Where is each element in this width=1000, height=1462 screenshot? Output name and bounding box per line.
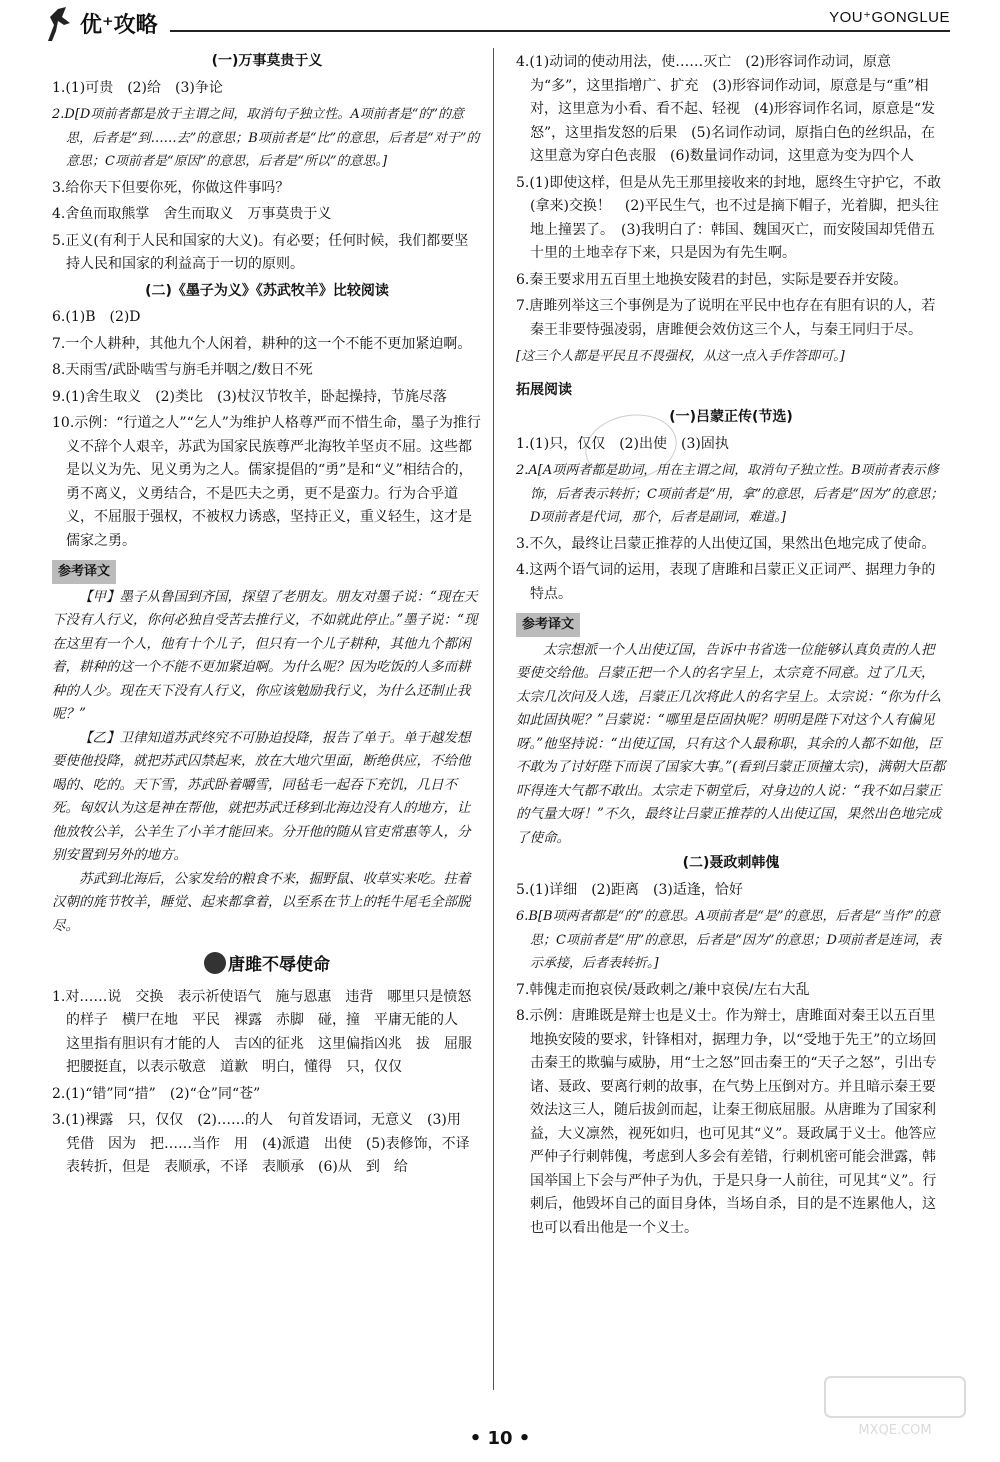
lesson-number-badge: [204, 952, 226, 974]
translation-paragraph: 【乙】卫律知道苏武终究不可胁迫投降，报告了单于。单于越发想要使他投降，就把苏武囚禁起来，放在大地穴里面，断绝供应，不给他喝的、吃的。天下雪，苏武卧着嚼雪，同毡毛一起吞下充饥，几日不死。匈奴认为这是神在帮他，就把苏武迁移到北海边没有人的地方，让他放牧公羊，公羊生了小羊才能回来。分开他的随从官吏常惠等人，分别安置到另外的地方。: [52, 729, 471, 863]
answer-item: 2.D[D项前者都是放于主谓之间，取消句子独立性。A项前者是“的”的意思，后者是“到……去”的意思；B项前者是“比”的意思，后者是“对于”的意思；C项前者是“原因”的意思，后者是“所以”的意思。]: [52, 107, 480, 169]
translation-paragraph: 苏武到北海后，公家发给的粮食不来，掘野鼠、收草实来吃。拄着汉朝的旄节牧羊，睡觉、起来都拿着，以至系在节上的牦牛尾毛全部脱尽。: [52, 870, 471, 934]
left-column: [52, 48, 486, 1183]
section-title: (一)万事莫贵于义: [211, 53, 323, 69]
brand-logo: [40, 2, 158, 44]
answer-item: 8.示例：唐雎既是辩士也是义士。作为辩士，唐雎面对秦王以五百里地换安陵的要求，针锋相对，据理力争，以“受地于先王”的立场回击秦王的欺骗与威胁，用“士之怒”回击秦王的“天子之怒”，引出专诸、聂政、要离行刺的故事，在气势上压倒对方。并且暗示秦王要效法这三人，随后拔剑而起，让秦王彻底屈服。从唐雎为了国家利益，大义凛然，视死如归，也可见其“义”。聂政属于义士。他答应严仲子行刺韩傀，考虑到人多会有差错，行刺机密可能会泄露，韩国举国上下会与严仲子为仇，于是只身一人前往，可见其“义”。行刺后，他毁坏自己的面目身体，当场自杀，目的是不连累他人，这也可以看出他是一个义士。: [516, 1008, 937, 1236]
reference-translation-tag: 参考译文: [52, 560, 116, 584]
page-header: [0, 0, 1000, 46]
column-divider: [493, 48, 494, 1390]
extended-reading-title: 拓展阅读: [516, 381, 572, 398]
watermark-text: MXQE.COM: [858, 1423, 932, 1438]
answer-item: 10.示例：“行道之人”“乞人”为维护人格尊严而不惜生命，墨子为推行义不辞个人艰辛，苏武为国家民族尊严北海牧羊坚贞不屈。这些都是以义为先、见义勇为之人。儒家提倡的“勇”是和“义”相结合的，勇不离义，义勇结合，不是匹夫之勇，更不是蛮力。行为合乎道义，不屈服于强权，不被权力诱惑，坚持正义，重义轻生，这才是儒家之勇。: [52, 415, 481, 549]
section-1-answers: [52, 77, 482, 277]
extended-1-answers: [516, 433, 946, 607]
section-title: (二)《墨子为义》《苏武牧羊》比较阅读: [145, 282, 389, 299]
answer-item: 1.对……说 交换 表示祈使语气 施与恩惠 违背 哪里只是愤怒的样子 横尸在地 平民 裸露 赤脚 碰，撞 平庸无能的人 这里指有胆识有才能的人 吉凶的征兆 这里偏指凶兆 拔 屈服 把腰挺直，以表示敬意 道歉 明白，懂得 只，仅仅: [52, 988, 486, 1075]
watermark-icon: [820, 1372, 970, 1442]
answer-item: 2.A[A项两者都是助词，用在主谓之间，取消句子独立性。B项前者表示修饰，后者表示转折；C项前者是“用，拿”的意思，后者是“因为”的意思；D项前者是代词，那个，后者是副词，难道。]: [516, 463, 944, 525]
watermark-logo: [820, 1372, 970, 1442]
section-title: (一)吕蒙正传(节选): [669, 409, 793, 425]
lesson-answers: [52, 986, 486, 1180]
answer-item: 6.秦王要求用五百里土地换安陵君的封邑，实际是要吞并安陵。: [516, 271, 908, 288]
translation-paragraph: 【甲】墨子从鲁国到齐国，探望了老朋友。朋友对墨子说：“现在天下没有人行义，你何必独自受苦去推行义，不如就此停止。”墨子说：“现在这里有一个人，他有十个儿子，但只有一个儿子耕种，其他九个都闲着，耕种的这一个不能不更加紧迫啊。为什么呢？因为吃饭的人多而耕种的人少。现在天下没有人行义，你应该勉励我行义，为什么还制止我呢？”: [52, 588, 478, 722]
answer-item: 4.这两个语气词的运用，表现了唐雎和吕蒙正义正词严、据理力争的特点。: [516, 562, 936, 602]
lesson-title: [52, 952, 482, 978]
header-rule: [170, 30, 950, 32]
answer-item: 3.不久，最终让吕蒙正推荐的人出使辽国，果然出色地完成了使命。: [516, 535, 936, 552]
answer-item: 8.天雨雪/武卧啮雪与旃毛并咽之/数日不死: [52, 362, 313, 378]
page-number: • 10 •: [469, 1428, 531, 1449]
brand-name: YOU⁺GONGLUE: [823, 8, 950, 26]
logo-text: 优⁺攻略: [80, 12, 158, 38]
answer-item: 3.给你天下但要你死，你做这件事吗？: [52, 179, 290, 196]
answer-item: 9.(1)舍生取义 (2)类比 (3)杖汉节牧羊，卧起操持，节旄尽落: [52, 388, 447, 405]
answer-note: [这三个人都是平民且不畏强权，从这一点入手作答即可。]: [516, 349, 845, 364]
answer-item: 6.(1)B (2)D: [52, 309, 141, 325]
answer-item: 2.(1)“错”同“措” (2)“仓”同“苍”: [52, 1085, 261, 1102]
answer-item: 5.正义(有利于人民和国家的大义)。有必要；任何时候，我们都要坚持人民和国家的利益高于一切的原则。: [52, 232, 469, 272]
reference-translation-tag: 参考译文: [516, 613, 580, 637]
answer-item: 7.一个人耕种，其他九个人闲着，耕种的这一个不能不更加紧迫啊。: [52, 335, 472, 352]
section-2-answers: [52, 306, 482, 553]
answer-item: 6.B[B项两者都是“的”的意思。A项前者是“是”的意思，后者是“当作”的意思；C项前者是“用”的意思，后者是“因为”的意思；D项前者是连词，表示承接，后者表转折。]: [516, 909, 941, 971]
answer-item: 7.韩傀走而抱哀侯/聂政刺之/兼中哀侯/左右大乱: [516, 981, 810, 998]
answer-item: 1.(1)只，仅仅 (2)出使 (3)固执: [516, 435, 729, 452]
section-title: (二)聂政刺韩傀: [682, 855, 780, 871]
answer-item: 5.(1)详细 (2)距离 (3)适逢，恰好: [516, 881, 743, 898]
runner-icon: [40, 3, 78, 43]
answer-item: 4.(1)动词的使动用法，使……灭亡 (2)形容词作动词，原意为“多”，这里指增广、扩充 (3)形容词作动词，原意是与“重”相对，这里意为小看、看不起、轻视 (4)形容词作名词，原意是“发怒”，这里指发怒的后果 (5)名词作动词，原指白色的丝织品，在这里意为穿白色丧服 (6)数量词作动词，这里意为变为四个人: [516, 54, 935, 164]
extended-2-answers: [516, 879, 946, 1241]
answer-item: 4.舍鱼而取熊掌 舍生而取义 万事莫贵于义: [52, 206, 332, 222]
answer-item: 5.(1)即使这样，但是从先王那里接收来的封地，愿终生守护它，不敢(拿来)交换！ (2)平民生气，也不过是摘下帽子，光着脚，把头往地上撞罢了。 (3)我明白了：韩国、魏国灭亡，而安陵国却凭借五十里的土地幸存下来，只是因为有先生啊。: [516, 174, 942, 261]
translation-paragraph: 太宗想派一个人出使辽国，告诉中书省选一位能够认真负责的人把要使交给他。吕蒙正把一个人的名字呈上，太宗竟不同意。过了几天，太宗几次问及人选，吕蒙正几次将此人的名字呈上。太宗说：“你为什么如此固执呢？”吕蒙说：“哪里是臣固执呢？明明是陛下对这个人有偏见呀。”他坚持说：“出使辽国，只有这个人最称职，其余的人都不如他，臣不敢为了讨好陛下而误了国家大事。”(看到吕蒙正顶撞太宗)，满朝大臣都吓得连大气都不敢出。太宗走下朝堂后，对身边的人说：“我不如吕蒙正的气量大呀！”不久，最终让吕蒙正推荐的人出使辽国，果然出色地完成了使命。: [516, 641, 946, 846]
answer-item: 7.唐雎列举这三个事例是为了说明在平民中也存在有胆有识的人，若秦王非要恃强凌弱，唐雎便会效仿这三个人，与秦王同归于尽。: [516, 298, 936, 338]
answer-item: 3.(1)裸露 只，仅仅 (2)……的人 句首发语词，无意义 (3)用 凭借 因为 把……当作 用 (4)派遣 出使 (5)表修饰，不译 表转折，但是 表顺承，不译 表顺承 (6)从 到 给: [52, 1112, 484, 1175]
answer-item: 1.(1)可贵 (2)给 (3)争论: [52, 79, 223, 96]
right-column: [516, 48, 946, 1243]
lesson-title-text: 唐雎不辱使命: [228, 955, 330, 975]
